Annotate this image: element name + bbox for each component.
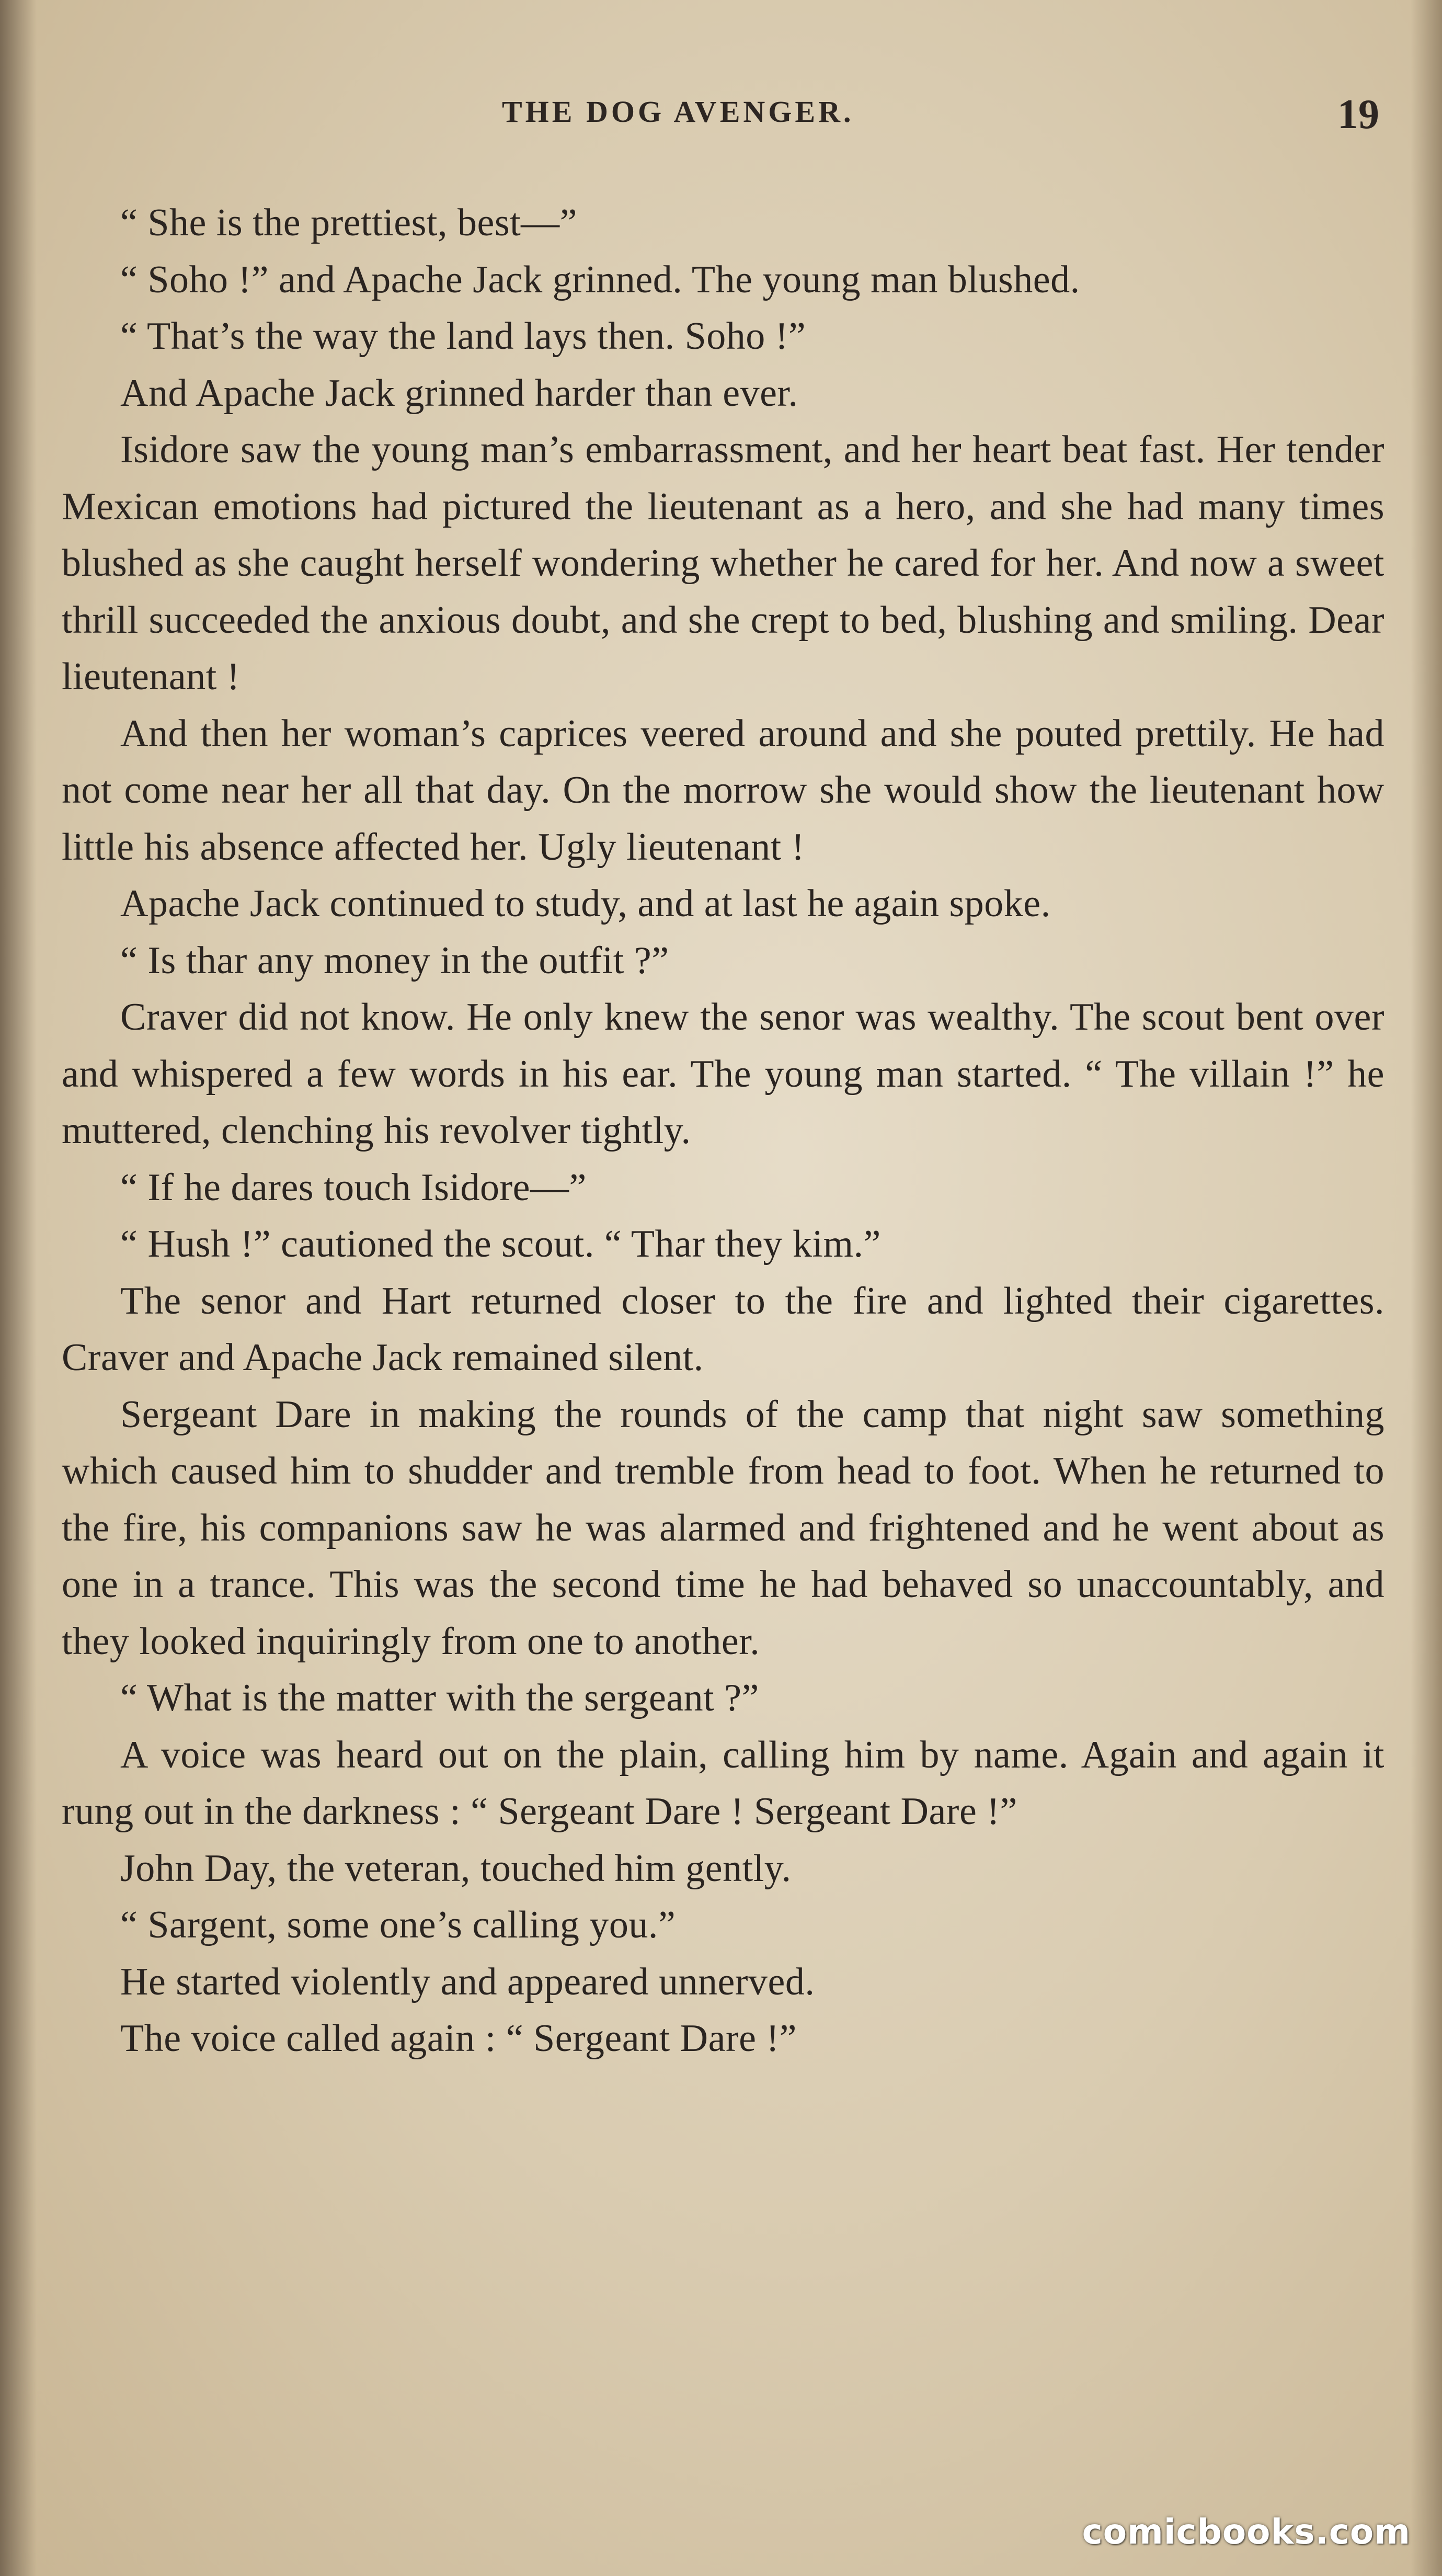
paragraph: And Apache Jack grinned harder than ever. [120, 371, 798, 415]
paragraph: Sergeant Dare in making the rounds of the camp that night saw something which caused him to shudder and tremble from head to foot. When he returned to the fire, his companions saw he was alarmed and frightened and he went about as one in a trance. This was the second time he had behaved so unaccountably, and they looked inquiringly from one to another. [62, 1393, 1384, 1663]
paragraph: Craver did not know. He only knew the senor was wealthy. The scout bent over and whispered a few words in his ear. The young man started. “ The villain !” he muttered, clenching his revolver tightly. [62, 996, 1384, 1152]
paragraph: Isidore saw the young man’s embarrassment, and her heart beat fast. Her tender Mexican emotions had pictured the lieutenant as a hero, and she had many times blushed as she caught herself wondering whether he cared for her. And now a sweet thrill succeeded the anxious doubt, and she crept to bed, blushing and smiling. Dear lieutenant ! [62, 428, 1384, 698]
paragraph: “ What is the matter with the sergeant ?” [120, 1677, 759, 1719]
paragraph: Apache Jack continued to study, and at last he again spoke. [120, 882, 1051, 925]
paragraph: “ Hush !” cautioned the scout. “ Thar they kim.” [120, 1223, 881, 1266]
paragraph: He started violently and appeared unnerved. [120, 1960, 815, 2003]
paragraph: “ She is the prettiest, best—” [120, 201, 578, 244]
paragraph: The voice called again : “ Sergeant Dare !” [120, 2017, 797, 2060]
running-head: THE DOG AVENGER. [502, 95, 854, 129]
paragraph: “ Is thar any money in the outfit ?” [120, 939, 669, 982]
paragraph: “ Soho !” and Apache Jack grinned. The young man blushed. [120, 258, 1080, 301]
page-header [0, 94, 1442, 136]
paragraph: The senor and Hart returned closer to the fire and lighted their cigarettes. Craver and Apache Jack remained silent. [62, 1279, 1384, 1379]
page-shadow-right [1411, 0, 1442, 2576]
body-text [62, 195, 1384, 2067]
paragraph: “ That’s the way the land lays then. Soho !” [120, 315, 806, 358]
paragraph: A voice was heard out on the plain, calling him by name. Again and again it rung out in the darkness : “ Sergeant Dare ! Sergeant Dare !” [62, 1733, 1384, 1833]
paragraph: “ If he dares touch Isidore—” [120, 1166, 587, 1209]
paragraph: “ Sargent, some one’s calling you.” [120, 1903, 676, 1946]
page-shadow-left [0, 0, 37, 2576]
paragraph: And then her woman’s caprices veered around and she pouted prettily. He had not come near her all that day. On the morrow she would show the lieutenant how little his absence affected her. Ugly lieutenant ! [62, 712, 1384, 869]
watermark-logo: comicbooks.com [1082, 2512, 1411, 2552]
page-number: 19 [1337, 92, 1379, 138]
paragraph: John Day, the veteran, touched him gently. [120, 1846, 792, 1890]
